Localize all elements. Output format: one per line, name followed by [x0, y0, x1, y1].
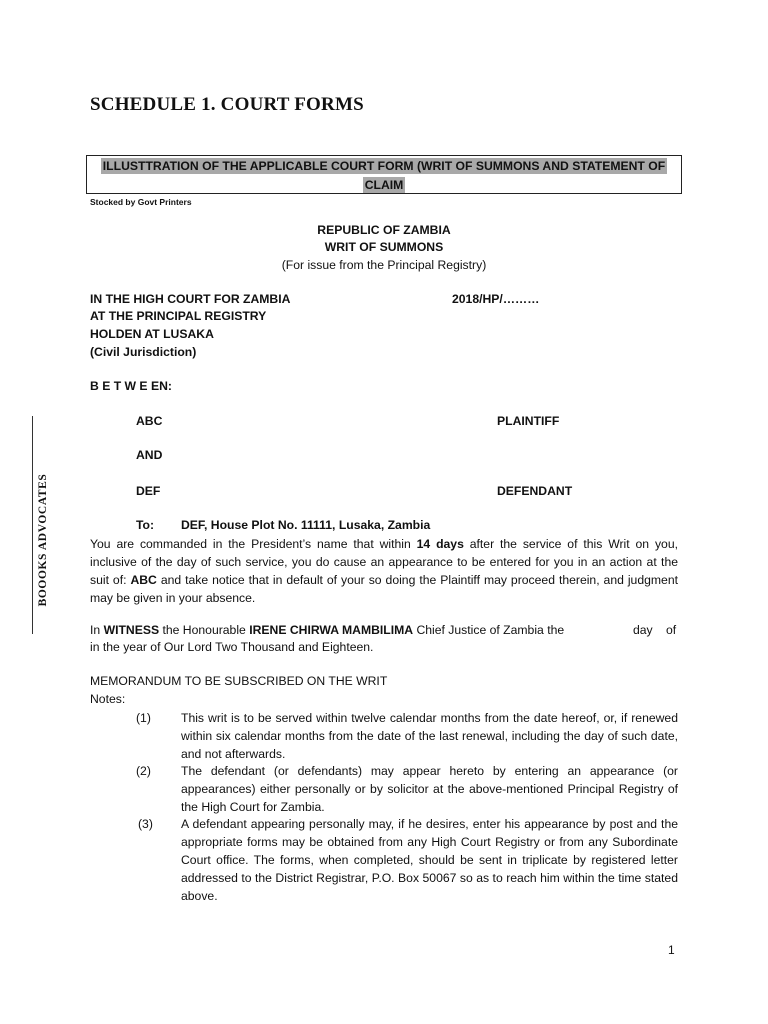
note-number: (3): [138, 817, 153, 831]
defendant-role: DEFENDANT: [497, 484, 573, 498]
note-number: (1): [136, 711, 151, 725]
issue-note: (For issue from the Principal Registry): [281, 258, 487, 272]
form-title-box: [86, 155, 682, 194]
page-heading: SCHEDULE 1. COURT FORMS: [90, 94, 364, 115]
note-text: A defendant appearing personally may, if he desires, enter his appearance by post and the appropriate forms may be obtained from any High Court Registry or from any Subordinate Court office. The forms, when completed, should be sent in triplicate by registered letter addressed to the District Registrar, P.O. Box 50067 so as to reach him within the time stated above.: [181, 817, 678, 903]
days-period: 14 days: [416, 537, 464, 551]
jurisdiction-line: (Civil Jurisdiction): [90, 345, 197, 359]
plaintiff-name: ABC: [136, 414, 163, 428]
between-label: B E T W E EN:: [90, 379, 172, 393]
form-title-line-2: CLAIM: [364, 178, 404, 192]
page-number: 1: [668, 943, 675, 957]
day-label: day: [633, 623, 653, 637]
plaintiff-role: PLAINTIFF: [497, 414, 560, 428]
form-title-line-1: ILLUSTTRATION OF THE APPLICABLE COURT FORM (WRIT OF SUMMONS AND STATEMENT OF: [102, 159, 666, 173]
defendant-address: DEF, House Plot No. 11111, Lusaka, Zambia: [181, 518, 431, 532]
margin-rule: [32, 416, 33, 634]
to-label: To:: [136, 518, 155, 532]
holden-line: HOLDEN AT LUSAKA: [90, 327, 214, 341]
notes-label: Notes:: [90, 692, 126, 706]
case-number: 2018/HP/………: [452, 292, 540, 306]
and-label: AND: [136, 448, 163, 462]
witness-year-line: in the year of Our Lord Two Thousand and Eighteen.: [90, 640, 374, 654]
memorandum-title: MEMORANDUM TO BE SUBSCRIBED ON THE WRIT: [90, 674, 388, 688]
witness-line: In WITNESS the Honourable IRENE CHIRWA MAMBILIMA Chief Justice of Zambia the: [90, 623, 565, 637]
note-text: This writ is to be served within twelve calendar months from the date hereof, or, if renewed within six calendar months from the date of the last renewal, including the day of such date, and not afterwards.: [181, 711, 678, 761]
margin-advocates-text: BOOOKS ADVOCATES: [37, 473, 49, 607]
note-text: The defendant (or defendants) may appear hereto by entering an appearance (or appearances) either personally or by solicitor at the above-mentioned Principal Registry of the High Court for Zambia.: [181, 764, 678, 814]
writ-title: WRIT OF SUMMONS: [324, 240, 444, 254]
defendant-name: DEF: [136, 484, 161, 498]
note-number: (2): [136, 764, 151, 778]
republic-title: REPUBLIC OF ZAMBIA: [317, 223, 451, 237]
stocked-by-note: Stocked by Govt Printers: [90, 197, 192, 207]
of-label: of: [666, 623, 677, 637]
command-paragraph: You are commanded in the President’s name that within 14 days after the service of this Writ on you, inclusive of the day of such service, you do cause an appearance to be entered for you in an action at the suit of: ABC and take notice that in default of your so doing the Plaintiff may proceed therein, and judgment may be given in your absence.: [90, 537, 678, 605]
registry-line: AT THE PRINCIPAL REGISTRY: [90, 309, 267, 323]
witness-word: WITNESS: [103, 623, 160, 637]
court-name: IN THE HIGH COURT FOR ZAMBIA: [90, 292, 291, 306]
suit-party: ABC: [130, 573, 157, 587]
chief-justice-name: IRENE CHIRWA MAMBILIMA: [249, 623, 414, 637]
